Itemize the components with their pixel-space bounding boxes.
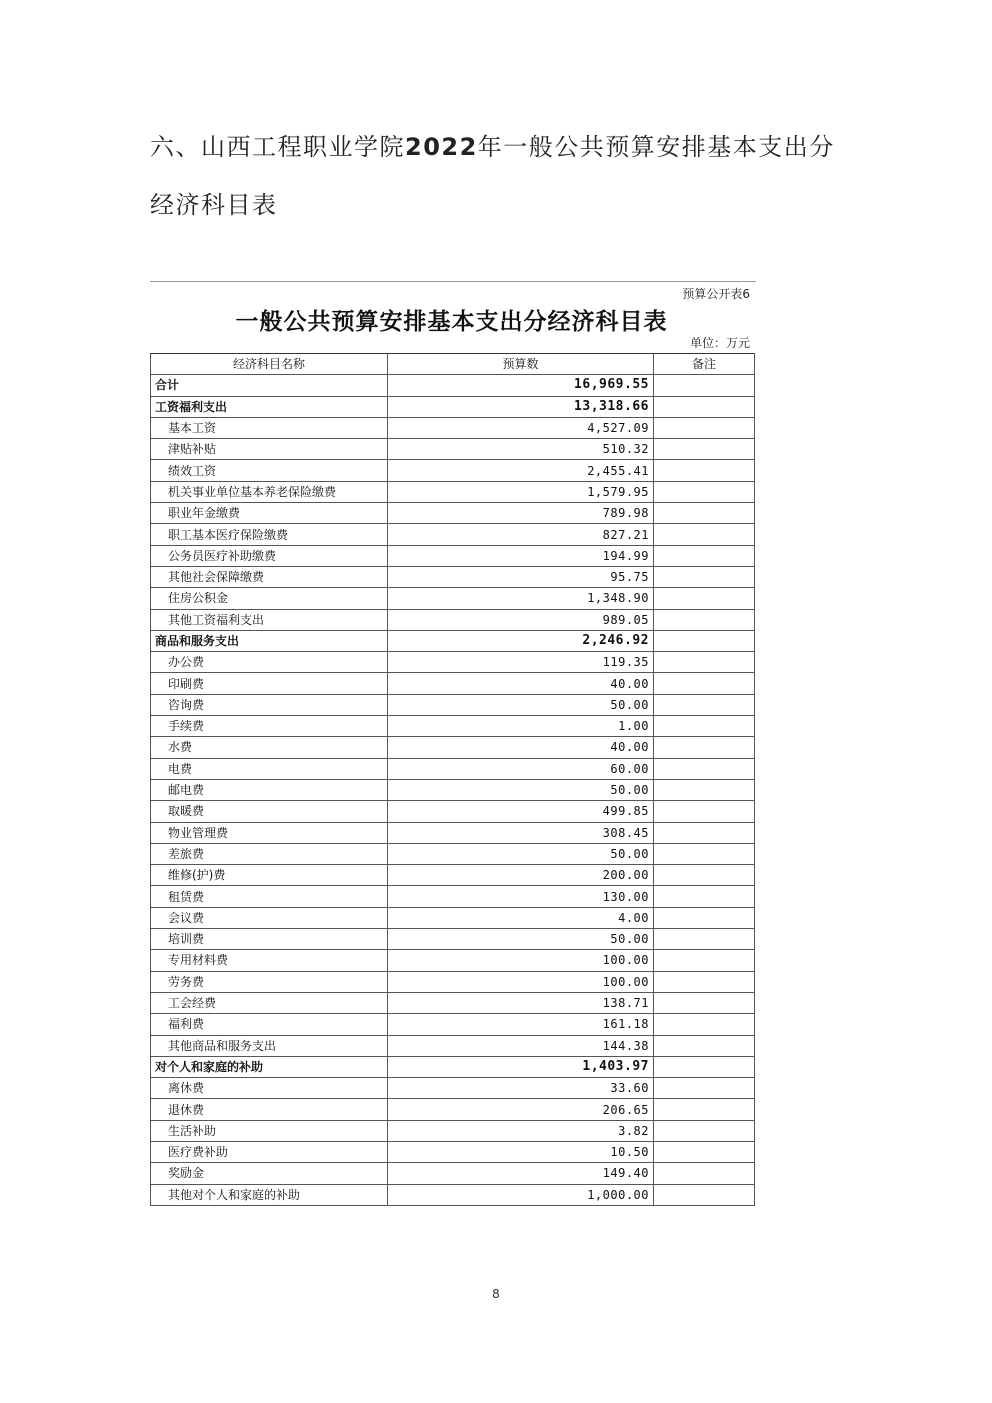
row-budget-value: 149.40 [388, 1163, 654, 1184]
row-budget-value: 206.65 [388, 1099, 654, 1120]
table-row [151, 992, 755, 1013]
row-item-name: 电费 [151, 758, 388, 779]
row-remark [654, 992, 755, 1013]
row-remark [654, 886, 755, 907]
table-row [151, 460, 755, 481]
row-item-name: 手续费 [151, 716, 388, 737]
row-item-name: 其他社会保障缴费 [151, 566, 388, 587]
heading-prefix: 六、山西工程职业学院 [150, 133, 405, 161]
table-row [151, 1014, 755, 1035]
row-item-name: 咨询费 [151, 694, 388, 715]
row-remark [654, 396, 755, 417]
row-item-name: 合计 [151, 375, 388, 396]
row-item-name: 物业管理费 [151, 822, 388, 843]
table-row [151, 1141, 755, 1162]
row-remark [654, 1056, 755, 1077]
row-remark [654, 652, 755, 673]
row-budget-value: 50.00 [388, 779, 654, 800]
row-remark [654, 503, 755, 524]
table-row [151, 588, 755, 609]
row-item-name: 奖励金 [151, 1163, 388, 1184]
row-item-name: 租赁费 [151, 886, 388, 907]
row-budget-value: 1,000.00 [388, 1184, 654, 1205]
row-budget-value: 130.00 [388, 886, 654, 907]
row-budget-value: 16,969.55 [388, 375, 654, 396]
row-remark [654, 1078, 755, 1099]
row-budget-value: 4,527.09 [388, 417, 654, 438]
row-budget-value: 499.85 [388, 801, 654, 822]
table-row [151, 822, 755, 843]
row-budget-value: 144.38 [388, 1035, 654, 1056]
table-row [151, 1120, 755, 1141]
row-remark [654, 630, 755, 651]
row-item-name: 商品和服务支出 [151, 630, 388, 651]
heading-year: 2022 [405, 133, 478, 161]
row-remark [654, 439, 755, 460]
row-remark [654, 417, 755, 438]
table-row [151, 1184, 755, 1205]
row-remark [654, 865, 755, 886]
row-remark [654, 737, 755, 758]
row-item-name: 绩效工资 [151, 460, 388, 481]
table-row [151, 439, 755, 460]
table-row [151, 417, 755, 438]
table-row [151, 630, 755, 651]
row-budget-value: 119.35 [388, 652, 654, 673]
table-row [151, 779, 755, 800]
unit-label: 单位：万元 [689, 336, 750, 350]
row-item-name: 机关事业单位基本养老保险缴费 [151, 481, 388, 502]
row-remark [654, 673, 755, 694]
row-item-name: 办公费 [151, 652, 388, 673]
row-budget-value: 50.00 [388, 929, 654, 950]
table-row [151, 737, 755, 758]
row-remark [654, 460, 755, 481]
table-row [151, 929, 755, 950]
expenditure-table [150, 353, 755, 1206]
table-row [151, 758, 755, 779]
row-budget-value: 194.99 [388, 545, 654, 566]
row-remark [654, 588, 755, 609]
column-header-remark: 备注 [654, 354, 755, 375]
row-remark [654, 822, 755, 843]
row-budget-value: 50.00 [388, 843, 654, 864]
table-row [151, 1163, 755, 1184]
row-remark [654, 843, 755, 864]
row-budget-value: 95.75 [388, 566, 654, 587]
row-item-name: 劳务费 [151, 971, 388, 992]
row-remark [654, 566, 755, 587]
row-remark [654, 375, 755, 396]
row-budget-value: 1,579.95 [388, 481, 654, 502]
row-item-name: 基本工资 [151, 417, 388, 438]
row-remark [654, 929, 755, 950]
row-item-name: 取暖费 [151, 801, 388, 822]
table-row [151, 524, 755, 545]
row-item-name: 邮电费 [151, 779, 388, 800]
table-row [151, 865, 755, 886]
row-remark [654, 545, 755, 566]
row-remark [654, 1184, 755, 1205]
row-item-name: 福利费 [151, 1014, 388, 1035]
table-row [151, 1035, 755, 1056]
heading-suffix: 年一般公共预算安排基本支出分经济科目表 [150, 133, 835, 219]
table-row [151, 545, 755, 566]
form-number: 预算公开表6 [682, 287, 750, 301]
row-budget-value: 1,348.90 [388, 588, 654, 609]
row-remark [654, 801, 755, 822]
row-item-name: 其他工资福利支出 [151, 609, 388, 630]
table-row [151, 503, 755, 524]
row-remark [654, 524, 755, 545]
row-item-name: 工会经费 [151, 992, 388, 1013]
top-divider [150, 281, 756, 282]
row-budget-value: 13,318.66 [388, 396, 654, 417]
row-remark [654, 950, 755, 971]
row-item-name: 会议费 [151, 907, 388, 928]
table-body [151, 375, 755, 1206]
row-item-name: 退休费 [151, 1099, 388, 1120]
table-row [151, 971, 755, 992]
table-row [151, 375, 755, 396]
column-header-name: 经济科目名称 [151, 354, 388, 375]
row-item-name: 离休费 [151, 1078, 388, 1099]
row-remark [654, 481, 755, 502]
row-item-name: 维修(护)费 [151, 865, 388, 886]
table-header-row [151, 354, 755, 375]
row-budget-value: 161.18 [388, 1014, 654, 1035]
row-budget-value: 40.00 [388, 737, 654, 758]
table-row [151, 843, 755, 864]
row-item-name: 水费 [151, 737, 388, 758]
row-remark [654, 1099, 755, 1120]
table-row [151, 1056, 755, 1077]
row-budget-value: 827.21 [388, 524, 654, 545]
table-title: 一般公共预算安排基本支出分经济科目表 [235, 308, 668, 335]
row-remark [654, 1141, 755, 1162]
row-budget-value: 4.00 [388, 907, 654, 928]
row-item-name: 工资福利支出 [151, 396, 388, 417]
row-item-name: 公务员医疗补助缴费 [151, 545, 388, 566]
row-budget-value: 100.00 [388, 950, 654, 971]
row-budget-value: 1,403.97 [388, 1056, 654, 1077]
table-row [151, 1078, 755, 1099]
row-remark [654, 907, 755, 928]
row-item-name: 医疗费补助 [151, 1141, 388, 1162]
table-row [151, 566, 755, 587]
row-item-name: 职工基本医疗保险缴费 [151, 524, 388, 545]
page-number: 8 [492, 1287, 500, 1301]
row-budget-value: 50.00 [388, 694, 654, 715]
table-row [151, 1099, 755, 1120]
row-budget-value: 100.00 [388, 971, 654, 992]
table-row [151, 950, 755, 971]
row-remark [654, 779, 755, 800]
table-row [151, 694, 755, 715]
row-item-name: 津贴补贴 [151, 439, 388, 460]
row-remark [654, 1035, 755, 1056]
table-row [151, 652, 755, 673]
row-budget-value: 3.82 [388, 1120, 654, 1141]
table-row [151, 907, 755, 928]
row-budget-value: 200.00 [388, 865, 654, 886]
table-row [151, 716, 755, 737]
row-budget-value: 60.00 [388, 758, 654, 779]
row-remark [654, 1120, 755, 1141]
table-row [151, 609, 755, 630]
row-item-name: 住房公积金 [151, 588, 388, 609]
row-item-name: 其他商品和服务支出 [151, 1035, 388, 1056]
table-row [151, 481, 755, 502]
row-item-name: 专用材料费 [151, 950, 388, 971]
row-budget-value: 789.98 [388, 503, 654, 524]
row-remark [654, 716, 755, 737]
page-heading [150, 118, 850, 234]
row-remark [654, 1014, 755, 1035]
row-item-name: 其他对个人和家庭的补助 [151, 1184, 388, 1205]
row-budget-value: 138.71 [388, 992, 654, 1013]
table-row [151, 673, 755, 694]
row-item-name: 生活补助 [151, 1120, 388, 1141]
row-remark [654, 971, 755, 992]
row-item-name: 印刷费 [151, 673, 388, 694]
row-budget-value: 2,246.92 [388, 630, 654, 651]
table-row [151, 396, 755, 417]
row-budget-value: 989.05 [388, 609, 654, 630]
column-header-budget: 预算数 [388, 354, 654, 375]
row-item-name: 培训费 [151, 929, 388, 950]
row-remark [654, 609, 755, 630]
row-remark [654, 1163, 755, 1184]
row-budget-value: 510.32 [388, 439, 654, 460]
row-budget-value: 308.45 [388, 822, 654, 843]
row-remark [654, 758, 755, 779]
table-row [151, 886, 755, 907]
row-budget-value: 1.00 [388, 716, 654, 737]
row-item-name: 差旅费 [151, 843, 388, 864]
row-budget-value: 40.00 [388, 673, 654, 694]
row-remark [654, 694, 755, 715]
table-row [151, 801, 755, 822]
row-item-name: 对个人和家庭的补助 [151, 1056, 388, 1077]
row-budget-value: 33.60 [388, 1078, 654, 1099]
row-budget-value: 2,455.41 [388, 460, 654, 481]
row-budget-value: 10.50 [388, 1141, 654, 1162]
row-item-name: 职业年金缴费 [151, 503, 388, 524]
